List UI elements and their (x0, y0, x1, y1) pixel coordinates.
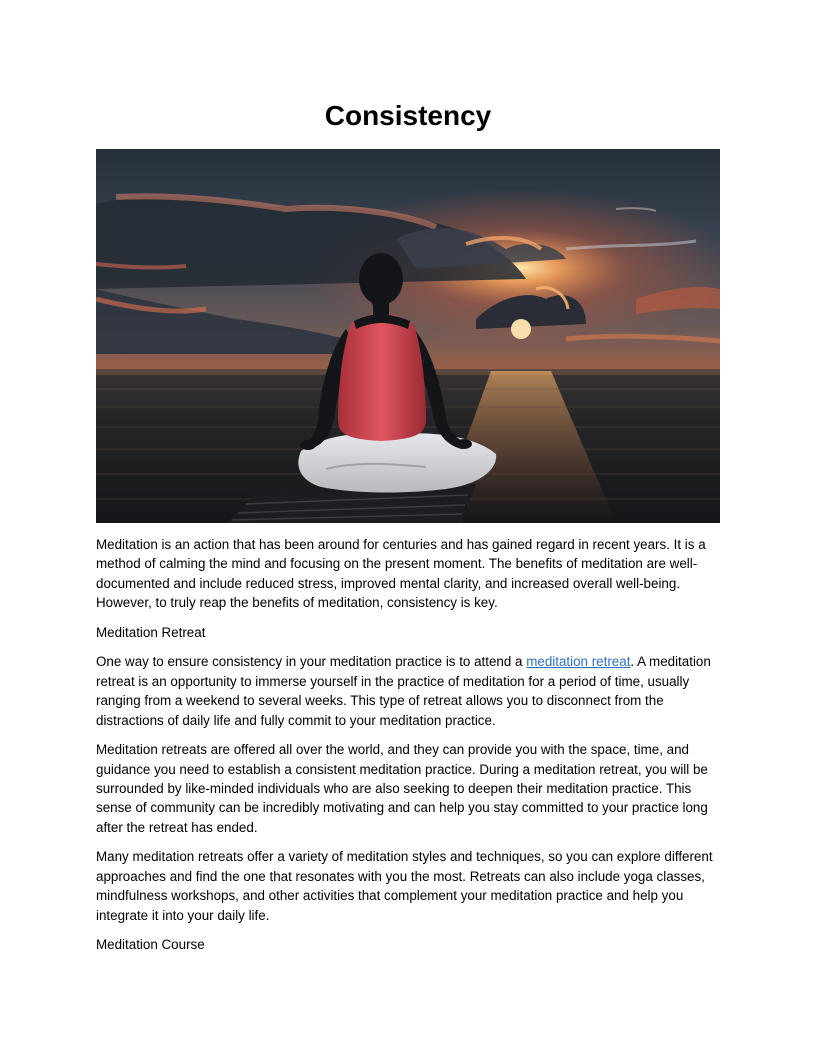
section-heading-course: Meditation Course (96, 937, 205, 953)
retreat-styles-paragraph: Many meditation retreats offer a variety of meditation styles and techniques, so you can explore different approaches and find the one that resonates with you the most. Retreats can also include yoga classes, mindfulness workshops, and other activities that complement your meditation practice and help you integrate it into your daily life. (96, 849, 713, 923)
retreat-paragraph (96, 652, 720, 730)
article-body (96, 535, 720, 965)
meditation-photo (96, 149, 720, 523)
section-heading-retreat: Meditation Retreat (96, 624, 206, 640)
retreat-paragraph-start: One way to ensure consistency in your meditation practice is to attend a (96, 654, 527, 670)
retreat-paragraph-end: . A meditation retreat is an opportunity to immerse yourself in the practice of meditation for a period of time, usually ranging from a weekend to several weeks. This type of retreat allows you to disconnect from the distractions of daily life and fully commit to your meditation practice. (96, 654, 711, 728)
meditation-retreat-link[interactable]: meditation retreat (526, 654, 631, 670)
page-title: Consistency (324, 100, 492, 131)
retreat-community-paragraph: Meditation retreats are offered all over the world, and they can provide you with the space, time, and guidance you need to establish a consistent meditation practice. During a meditation retreat, you will be surrounded by like-minded individuals who are also seeking to deepen their meditation practice. This sense of community can be incredibly motivating and can help you stay committed to your practice long after the retreat has ended. (96, 742, 708, 835)
intro-paragraph: Meditation is an action that has been around for centuries and has gained regard in recent years. It is a method of calming the mind and focusing on the present moment. The benefits of meditation are well-documented and include reduced stress, improved mental clarity, and increased overall well-being. However, to truly reap the benefits of meditation, consistency is key. (96, 537, 706, 611)
